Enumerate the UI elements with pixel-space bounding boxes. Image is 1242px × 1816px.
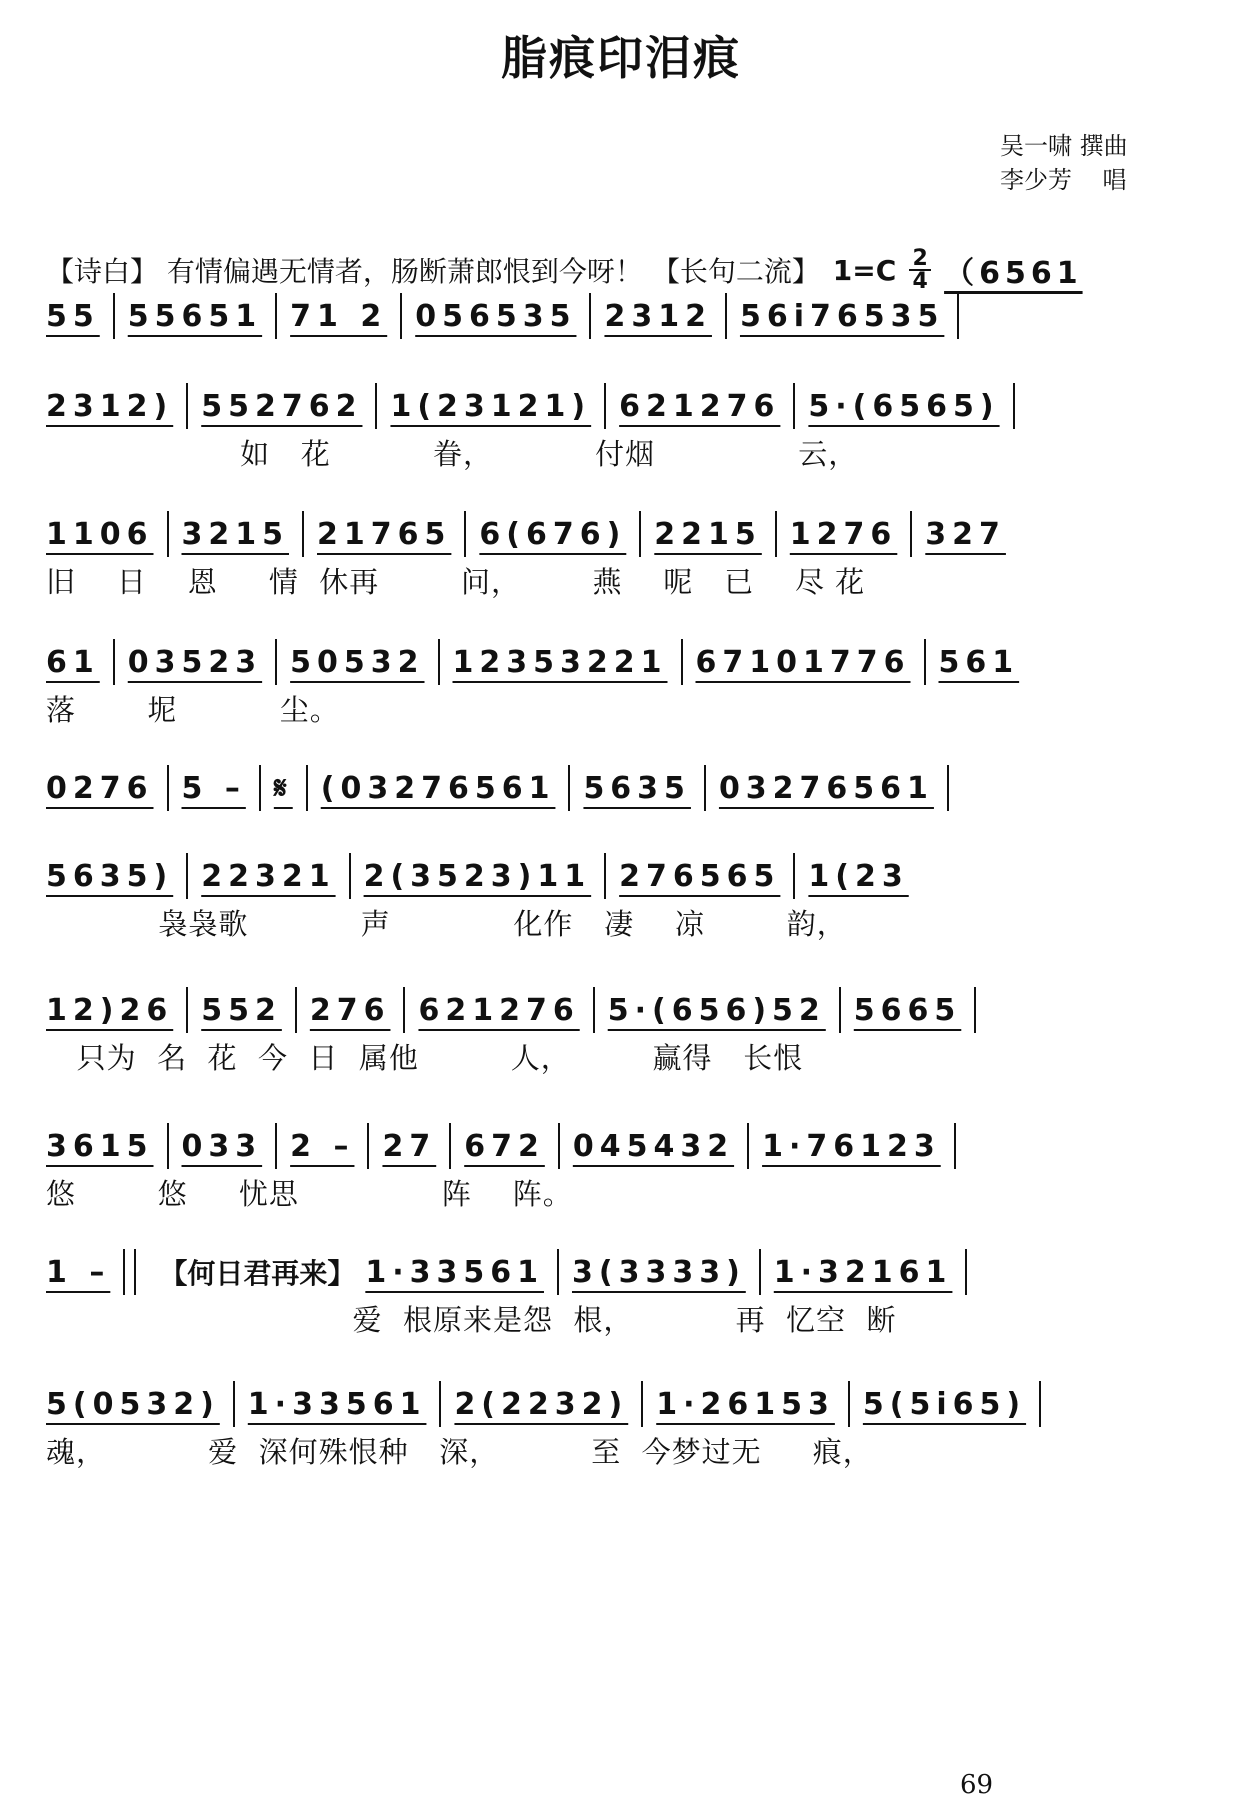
- measure: 5·(656)52: [607, 992, 826, 1028]
- measure: 22321: [201, 858, 336, 894]
- measure: 12)26: [46, 992, 174, 1028]
- system-9: [46, 1246, 1196, 1344]
- barline: [793, 383, 795, 429]
- lyrics-line: 魂， 爱 深何殊恨种 深， 至 今梦过无 痕，: [46, 1435, 873, 1469]
- lyrics-line: 只为 名 花 今 日 属他 人， 赢得 长恨: [46, 1041, 804, 1075]
- barline: [167, 511, 169, 557]
- measure: (03276561: [320, 770, 556, 806]
- poem-text: 有情偏遇无情者，肠断萧郎恨到今呀！: [166, 255, 643, 288]
- barline: [974, 987, 976, 1033]
- lyrics-line: 悠 悠 忧思 阵 阵。: [46, 1177, 573, 1211]
- measure: 2 –: [290, 1128, 355, 1164]
- measure: 2215: [654, 516, 762, 552]
- measure: 033: [181, 1128, 263, 1164]
- barline: [375, 383, 377, 429]
- barline: [557, 1249, 559, 1295]
- measure: 3(3333): [571, 1254, 746, 1290]
- repeat-sign: 𝄋: [273, 770, 293, 806]
- measure: 3615: [46, 1128, 154, 1164]
- barline: [558, 1123, 560, 1169]
- barline: [604, 853, 606, 899]
- barline: [400, 293, 402, 339]
- barline: [681, 639, 683, 685]
- song-title: 脂痕印泪痕: [501, 31, 741, 85]
- barline: [747, 1123, 749, 1169]
- system-6: [46, 850, 1196, 948]
- measure: 67101776: [695, 644, 911, 680]
- barline: [924, 639, 926, 685]
- measure: 2312: [604, 298, 712, 334]
- measure: 5665: [853, 992, 962, 1028]
- system-5: [46, 762, 1196, 814]
- measure: 03523: [127, 644, 263, 680]
- measure: 2(3523)11: [363, 858, 592, 894]
- tune-label: 【长句二流】: [651, 255, 820, 288]
- measure: 71 2: [290, 298, 388, 334]
- measure: 672: [464, 1128, 545, 1164]
- barline: [1013, 383, 1015, 429]
- page-number: 69: [960, 1770, 994, 1800]
- pickup-notes: （6561: [944, 256, 1083, 291]
- barline: [704, 765, 706, 811]
- barline: [957, 293, 959, 339]
- barline: [725, 293, 727, 339]
- barline: [947, 765, 949, 811]
- notation-line: [46, 636, 1196, 688]
- barline: [438, 639, 440, 685]
- system-1: [46, 290, 1196, 342]
- system-2: [46, 380, 1196, 478]
- notation-line: [46, 984, 1196, 1036]
- lyrics-line: 旧 日 恩 情 休再 问， 燕 呢 已 尽 花: [46, 565, 866, 599]
- barline: [403, 987, 405, 1033]
- measure: 12353221: [452, 644, 668, 680]
- barline: [306, 765, 308, 811]
- notation-line: [46, 1378, 1196, 1430]
- double-barline: [123, 1249, 136, 1295]
- measure: 5635: [583, 770, 691, 806]
- measure: 1·32161: [773, 1254, 953, 1290]
- barline: [839, 987, 841, 1033]
- measure: 1·33561: [247, 1386, 427, 1422]
- singer-credit: 李少芳 唱: [1000, 166, 1127, 194]
- barline: [464, 511, 466, 557]
- measure: 2312): [46, 388, 174, 424]
- measure: 1(23: [808, 858, 909, 894]
- time-signature-bottom: 4: [912, 269, 928, 294]
- measure: 621276: [619, 388, 781, 424]
- notation-line: [46, 1120, 1196, 1172]
- time-signature: [909, 248, 931, 292]
- barline: [186, 987, 188, 1033]
- barline: [302, 511, 304, 557]
- notation-line: [46, 850, 1196, 902]
- system-7: [46, 984, 1196, 1082]
- barline: [275, 1123, 277, 1169]
- lyrics-line: 袅袅歌 声 化作 凄 凉 韵，: [46, 907, 847, 941]
- barline: [793, 853, 795, 899]
- barline: [589, 293, 591, 339]
- lyrics-line: 爱 根原来是怨 根， 再 忆空 断: [46, 1303, 897, 1337]
- measure: 276: [309, 992, 391, 1028]
- barline: [449, 1123, 451, 1169]
- measure: 55651: [127, 298, 263, 334]
- measure: 03276561: [718, 770, 934, 806]
- notation-line: [46, 380, 1196, 432]
- system-10: [46, 1378, 1196, 1476]
- key-signature: 1=C: [832, 253, 897, 287]
- barline: [848, 1381, 850, 1427]
- barline: [759, 1249, 761, 1295]
- barline: [349, 853, 351, 899]
- barline: [186, 853, 188, 899]
- measure: 50532: [290, 644, 425, 680]
- measure: 27: [382, 1128, 437, 1164]
- time-signature-top: 2: [909, 248, 931, 271]
- notation-line: [46, 290, 1196, 342]
- notation-line: [46, 508, 1196, 560]
- measure: 61: [46, 644, 100, 680]
- barline: [593, 987, 595, 1033]
- barline: [275, 293, 277, 339]
- barline: [439, 1381, 441, 1427]
- barline: [954, 1123, 956, 1169]
- notation-line: [46, 762, 1196, 814]
- barline: [113, 639, 115, 685]
- system-3: [46, 508, 1196, 606]
- barline: [568, 765, 570, 811]
- barline: [639, 511, 641, 557]
- measure: 561: [938, 644, 1020, 680]
- measure: 55: [46, 298, 100, 334]
- composer-credit: 吴一啸 撰曲: [1000, 132, 1128, 160]
- measure: 056535: [415, 298, 577, 334]
- measure: 552: [201, 992, 282, 1028]
- barline: [167, 1123, 169, 1169]
- measure: 5635): [46, 858, 174, 894]
- measure: 2(2232): [454, 1386, 629, 1422]
- measure: 5 –: [181, 770, 246, 806]
- barline: [113, 293, 115, 339]
- system-8: [46, 1120, 1196, 1218]
- measure: 1(23121): [390, 388, 592, 424]
- barline: [275, 639, 277, 685]
- measure: 5(5i65): [862, 1386, 1027, 1422]
- measure: 045432: [572, 1128, 735, 1164]
- measure: 621276: [418, 992, 580, 1028]
- barline: [367, 1123, 369, 1169]
- barline: [641, 1381, 643, 1427]
- poem-label: 【诗白】: [46, 255, 159, 288]
- measure: 1·76123: [762, 1128, 941, 1164]
- barline: [965, 1249, 967, 1295]
- measure: 56i76535: [739, 298, 945, 334]
- barline: [186, 383, 188, 429]
- barline: [295, 987, 297, 1033]
- barline: [233, 1381, 235, 1427]
- barline: [910, 511, 912, 557]
- barline: [604, 383, 606, 429]
- notation-line: [46, 1246, 1196, 1298]
- measure: 0276: [46, 770, 154, 806]
- measure: 1·33561: [365, 1254, 544, 1290]
- measure: 6(676): [479, 516, 627, 552]
- measure: 5·(6565): [808, 388, 1000, 424]
- measure: 5(0532): [46, 1386, 220, 1422]
- system-4: [46, 636, 1196, 734]
- measure: 552762: [201, 388, 363, 424]
- measure: 1106: [46, 516, 154, 552]
- lyrics-line: 如 花 眷， 付烟 云，: [46, 437, 859, 471]
- barline: [1039, 1381, 1041, 1427]
- lyrics-line: 落 坭 尘。: [46, 693, 340, 727]
- barline: [259, 765, 261, 811]
- measure: 1·26153: [656, 1386, 835, 1422]
- measure: 276565: [619, 858, 781, 894]
- section-label: 【何日君再来】: [159, 1257, 356, 1290]
- measure: 21765: [317, 516, 452, 552]
- measure: 327: [925, 516, 1006, 552]
- measure: 1 –: [46, 1254, 111, 1290]
- measure: 1276: [789, 516, 898, 552]
- barline: [167, 765, 169, 811]
- measure: 3215: [181, 516, 289, 552]
- barline: [775, 511, 777, 557]
